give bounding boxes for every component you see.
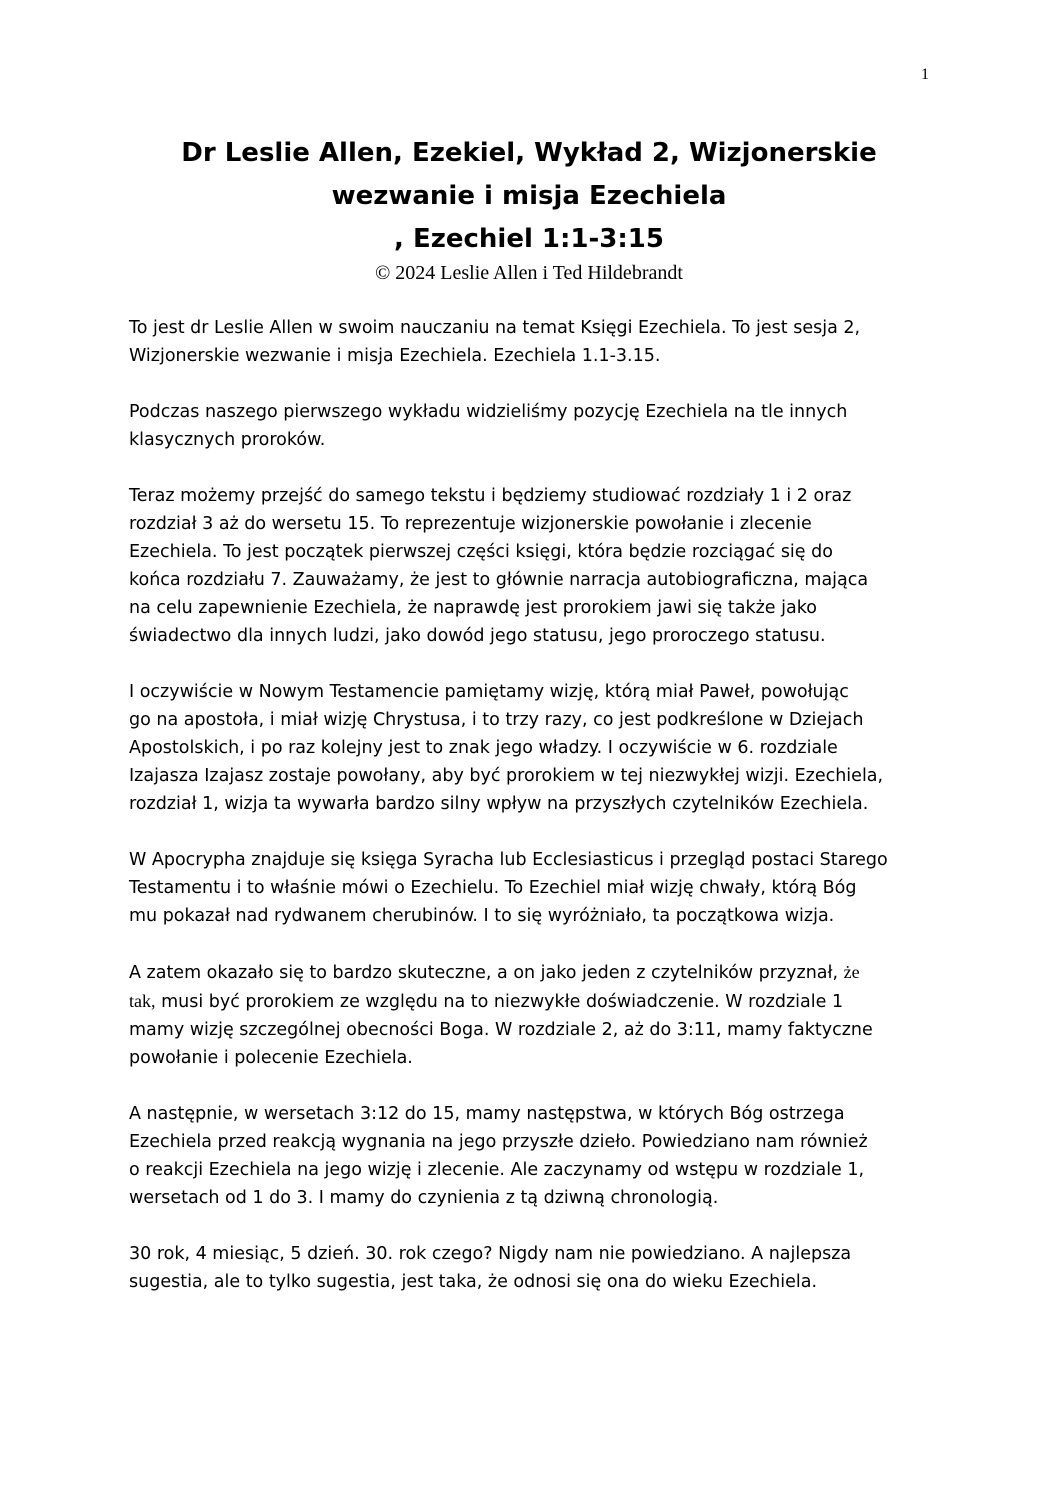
- text-line: rozdział 3 aż do wersetu 15. To reprezentuje wizjonerskie powołanie i zlecenie: [129, 514, 812, 534]
- text-line: świadectwo dla innych ludzi, jako dowód jego statusu, jego proroczego statusu.: [129, 626, 826, 646]
- text-line: Ezechiela. To jest początek pierwszej części księgi, która będzie rozciągać się do: [129, 542, 833, 562]
- title-line-3: , Ezechiel 1:1-3:15: [394, 224, 664, 254]
- paragraph-1: [129, 314, 929, 370]
- text-line: o reakcji Ezechiela na jego wizję i zlecenie. Ale zaczynamy od wstępu w rozdziale 1,: [129, 1160, 865, 1180]
- text-line: To jest dr Leslie Allen w swoim nauczaniu na temat Księgi Ezechiela. To jest sesja 2,: [129, 318, 861, 338]
- page-number: 1: [921, 66, 929, 83]
- paragraph-5: [129, 846, 929, 930]
- text-line: powołanie i polecenie Ezechiela.: [129, 1048, 413, 1068]
- text-line: Izajasza Izajasz zostaje powołany, aby być prorokiem w tej niezwykłej wizji. Ezechiela,: [129, 766, 884, 786]
- text-line: go na apostoła, i miał wizję Chrystusa, i to trzy razy, co jest podkreślone w Dziejach: [129, 710, 864, 730]
- paragraph-2: [129, 398, 929, 454]
- text-line: A następnie, w wersetach 3:12 do 15, mamy następstwa, w których Bóg ostrzega: [129, 1104, 845, 1124]
- text-line: sugestia, ale to tylko sugestia, jest taka, że odnosi się ona do wieku Ezechiela.: [129, 1272, 818, 1292]
- text-segment-serif: tak,: [129, 991, 156, 1011]
- text-line: Teraz możemy przejść do samego tekstu i będziemy studiować rozdziały 1 i 2 oraz: [129, 486, 852, 506]
- text-line: Testamentu i to właśnie mówi o Ezechielu. To Ezechiel miał wizję chwały, którą Bóg: [129, 878, 857, 898]
- text-line: rozdział 1, wizja ta wywarła bardzo silny wpływ na przyszłych czytelników Ezechiela.: [129, 794, 869, 814]
- text-line: końca rozdziału 7. Zauważamy, że jest to głównie narracja autobiograficzna, mająca: [129, 570, 869, 590]
- document-body: [129, 314, 929, 1324]
- text-line: na celu zapewnienie Ezechiela, że naprawdę jest prorokiem jawi się także jako: [129, 598, 817, 618]
- text-line: W Apocrypha znajduje się księga Syracha lub Ecclesiasticus i przegląd postaci Starego: [129, 850, 888, 870]
- text-line: wersetach od 1 do 3. I mamy do czynienia z tą dziwną chronologią.: [129, 1188, 719, 1208]
- paragraph-3: [129, 482, 929, 650]
- text-segment: musi być prorokiem ze względu na to niezwykłe doświadczenie. W rozdziale 1: [155, 992, 844, 1012]
- paragraph-6: [129, 958, 929, 1072]
- paragraph-7: [129, 1100, 929, 1212]
- copyright-notice: © 2024 Leslie Allen i Ted Hildebrandt: [375, 262, 683, 284]
- text-segment: A zatem okazało się to bardzo skuteczne, a on jako jeden z czytelników przyznał,: [129, 963, 844, 983]
- paragraph-4: [129, 678, 929, 818]
- text-line: Apostolskich, i po raz kolejny jest to znak jego władzy. I oczywiście w 6. rozdziale: [129, 738, 838, 758]
- document-header: [100, 132, 958, 285]
- text-line: klasycznych proroków.: [129, 430, 326, 450]
- text-segment-serif: że: [843, 962, 860, 982]
- text-line: mu pokazał nad rydwanem cherubinów. I to się wyróżniało, ta początkowa wizja.: [129, 906, 835, 926]
- text-line: Wizjonerskie wezwanie i misja Ezechiela. Ezechiela 1.1-3.15.: [129, 346, 661, 366]
- text-line: [129, 958, 929, 987]
- text-line: Podczas naszego pierwszego wykładu widzieliśmy pozycję Ezechiela na tle innych: [129, 402, 848, 422]
- text-line: 30 rok, 4 miesiąc, 5 dzień. 30. rok czego? Nigdy nam nie powiedziano. A najlepsza: [129, 1244, 852, 1264]
- text-line: [129, 987, 929, 1016]
- text-line: I oczywiście w Nowym Testamencie pamiętamy wizję, którą miał Paweł, powołując: [129, 682, 849, 702]
- paragraph-8: [129, 1240, 929, 1296]
- text-line: Ezechiela przed reakcją wygnania na jego przyszłe dzieło. Powiedziano nam również: [129, 1132, 868, 1152]
- title-line-2: wezwanie i misja Ezechiela: [331, 181, 727, 211]
- title-line-1: Dr Leslie Allen, Ezekiel, Wykład 2, Wizjonerskie: [181, 138, 877, 168]
- text-line: mamy wizję szczególnej obecności Boga. W rozdziale 2, aż do 3:11, mamy faktyczne: [129, 1020, 873, 1040]
